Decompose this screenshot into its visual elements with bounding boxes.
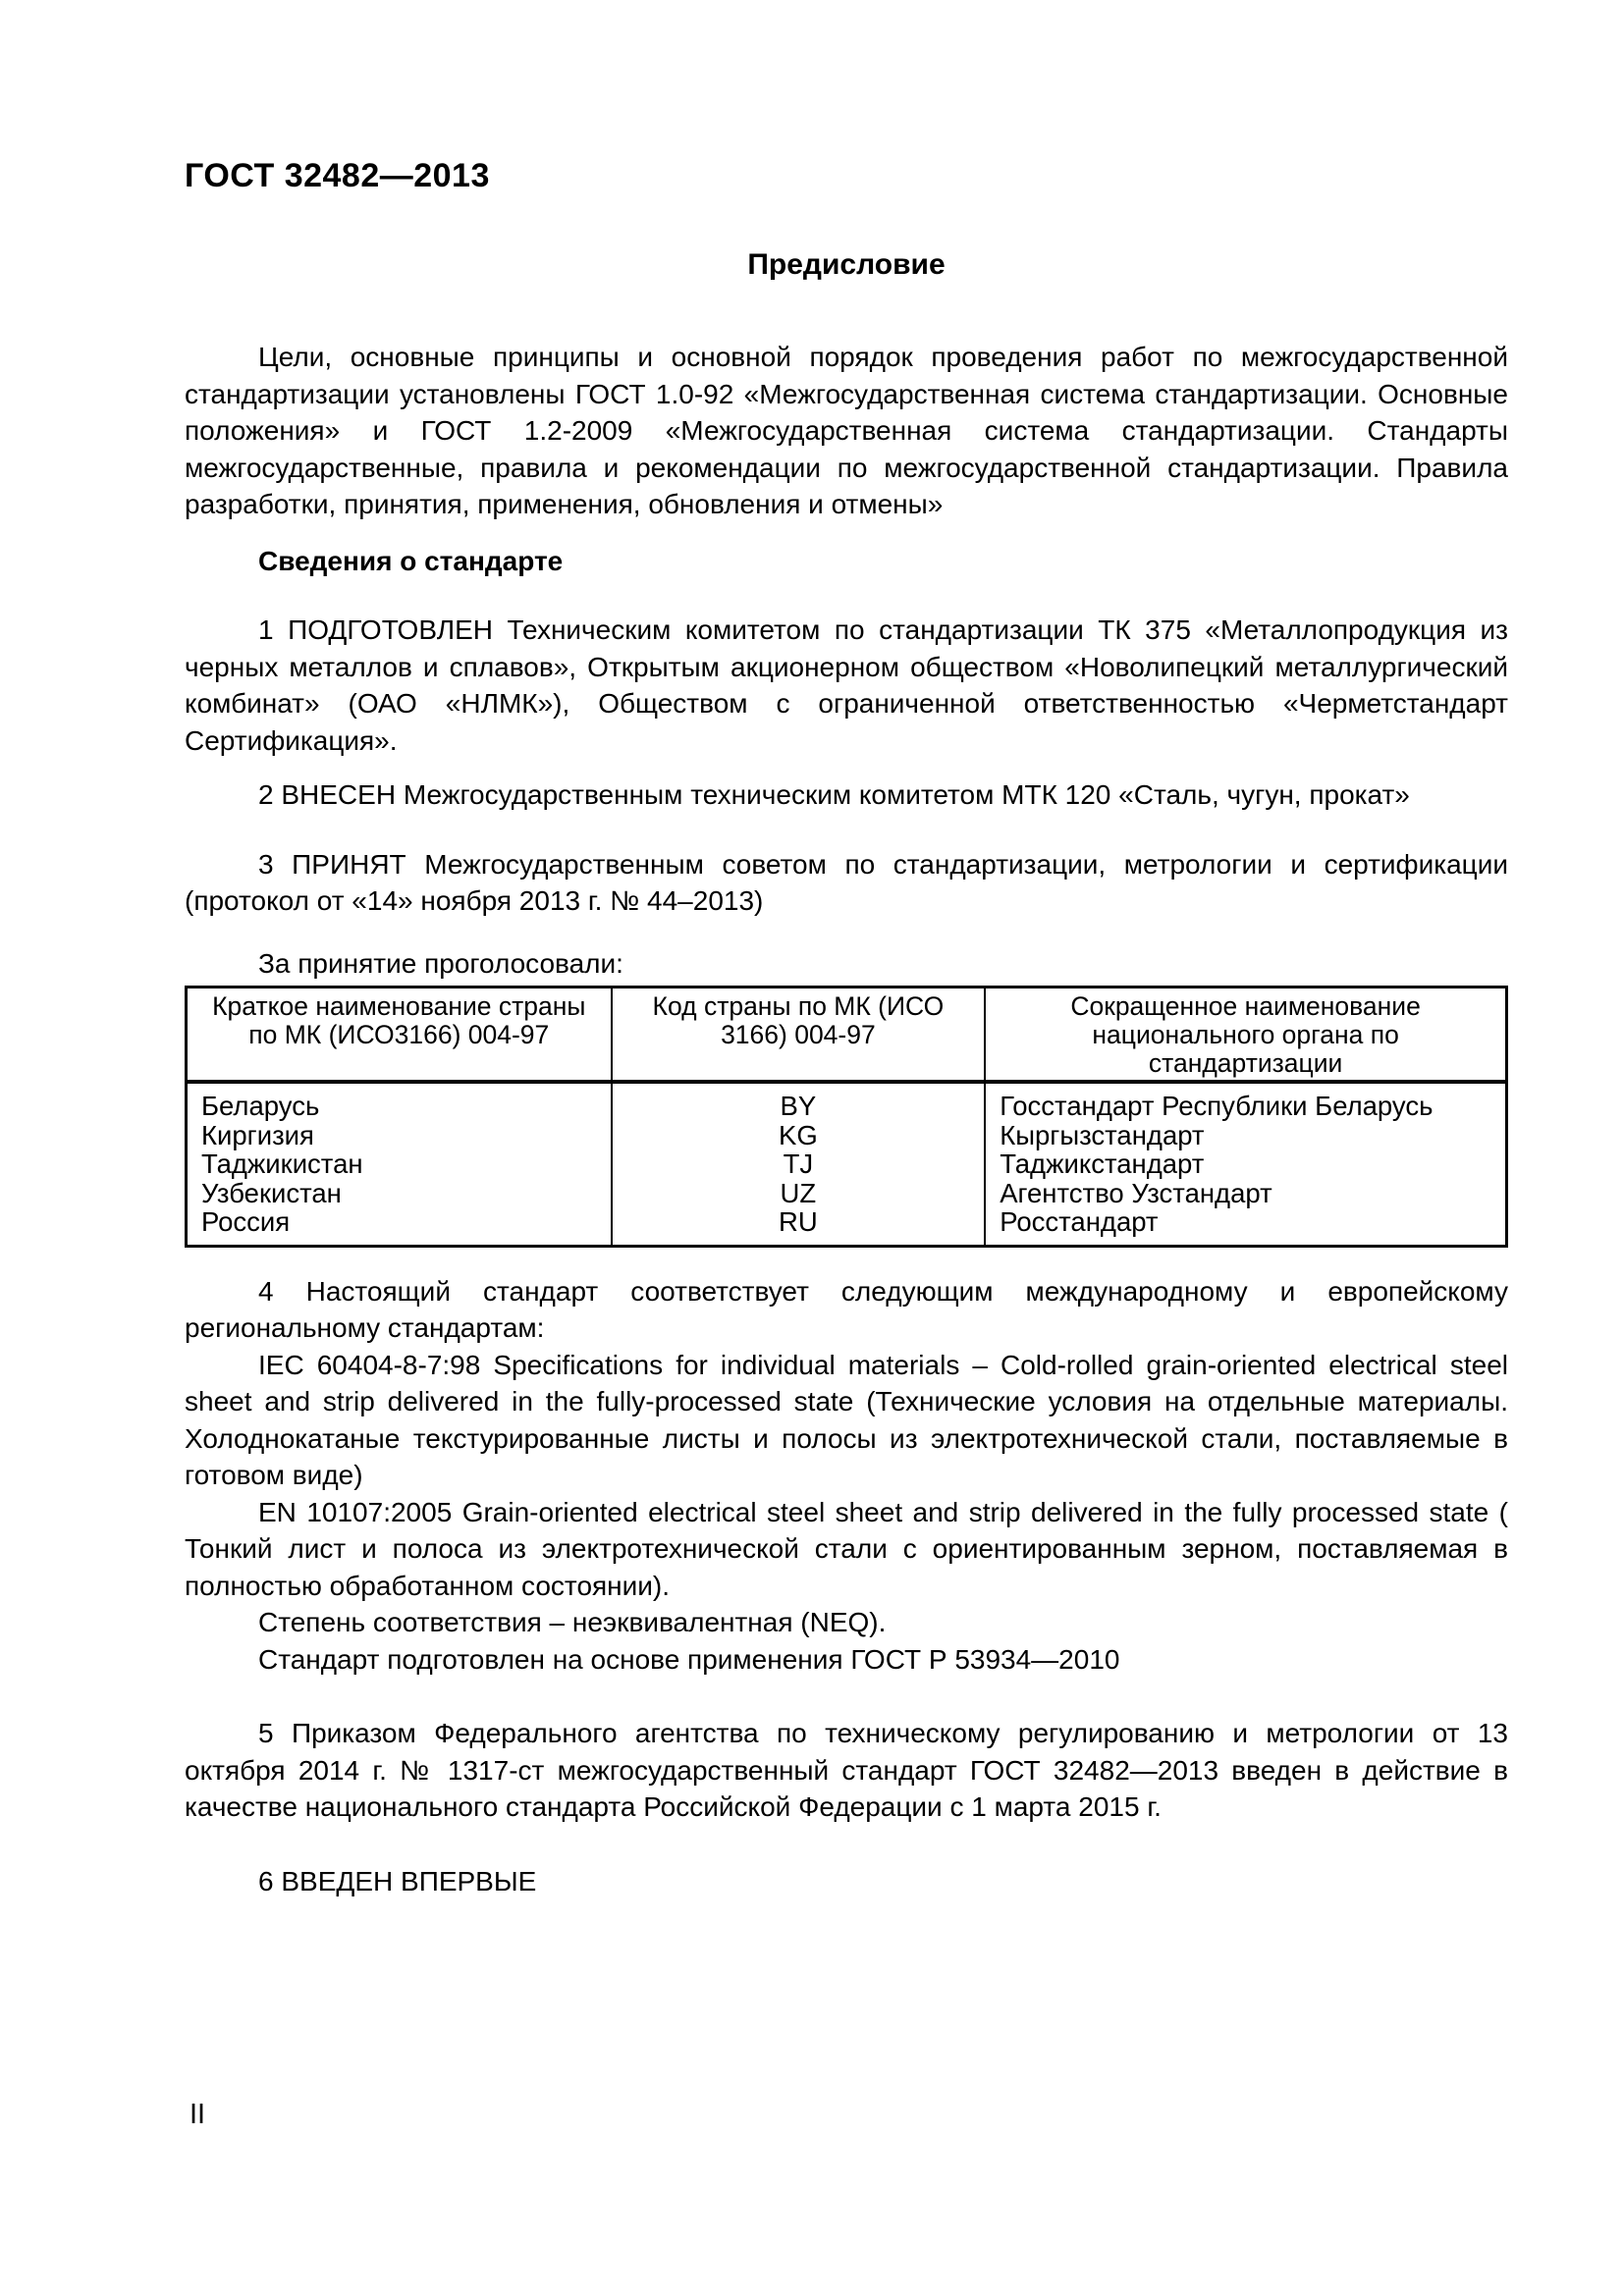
vote-table-head	[187, 988, 1507, 1083]
en-reference: EN 10107:2005 Grain-oriented electrical steel sheet and strip delivered in the fully processed state ( Тонкий лист и полоса из электротехнической стали с ориентированным зерном, поставляемая в полностью обработанном состоянии).	[185, 1496, 1508, 1601]
item-4-correspondence: 4 Настоящий стандарт соответствует следующим международному и европейскому региональному стандартам:	[185, 1275, 1508, 1343]
vote-label: За принятие проголосовали:	[258, 947, 623, 979]
page-number: II	[189, 2099, 206, 2130]
item-2-submitted: 2 ВНЕСЕН Межгосударственным техническим комитетом МТК 120 «Сталь, чугун, прокат»	[258, 779, 1410, 810]
table-row	[187, 1179, 1507, 1208]
intro-paragraph: Цели, основные принципы и основной порядок проведения работ по межгосударственной стандартизации установлены ГОСТ 1.0-92 «Межгосударственная система стандартизации. Основные положения» и ГОСТ 1.2-2009 «Межгосударственная система стандартизации. Стандарты межгосударственные, правила и рекомендации по межгосударственной стандартизации. Правила разработки, принятия, применения, обновления и отмены»	[185, 342, 1508, 519]
cell-code: RU	[612, 1207, 986, 1246]
item-1-prepared: 1 ПОДГОТОВЛЕН Техническим комитетом по стандартизации ТК 375 «Металлопродукция из черных металлов и сплавов», Открытым акционерном обществом «Новолипецкий металлургический комбинат» (ОАО «НЛМК»), Обществом с ограниченной ответственностью «Черметстандарт Сертификация».	[185, 614, 1508, 756]
cell-org: Росстандарт	[985, 1207, 1506, 1246]
degree-of-correspondence: Степень соответствия – неэквивалентная (NEQ).	[258, 1607, 887, 1637]
cell-country: Киргизия	[201, 1119, 314, 1150]
cell-country: Россия	[201, 1206, 291, 1237]
vote-table-header-country: Краткое наименование страны по МК (ИСО3166) 004-97	[187, 988, 612, 1083]
vote-table-header-row	[187, 988, 1507, 1083]
page-title: Предисловие	[747, 248, 946, 281]
cell-org: Агентство Узстандарт	[985, 1179, 1506, 1208]
doc-code: ГОСТ 32482—2013	[185, 157, 490, 194]
standard-info-heading: Сведения о стандарте	[258, 545, 564, 576]
iec-reference: IEC 60404-8-7:98 Specifications for individual materials – Cold-rolled grain-oriented electrical steel sheet and strip delivered in the fully-processed state (Технические условия на отдельные материалы. Холоднокатаные текстурированные листы и полосы из электротехнической стали, поставляемые в готовом виде)	[185, 1349, 1508, 1490]
basis-note: Стандарт подготовлен на основе применения ГОСТ Р 53934—2010	[258, 1643, 1120, 1675]
cell-org: Госстандарт Республики Беларусь	[985, 1082, 1506, 1121]
cell-code: TJ	[612, 1149, 986, 1179]
item-5-order: 5 Приказом Федерального агентства по техническому регулированию и метрологии от 13 октября 2014 г. № 1317-ст межгосударственный стандарт ГОСТ 32482—2013 введен в действие в качестве национального стандарта Российской Федерации с 1 марта 2015 г.	[185, 1718, 1508, 1822]
vote-table-header-code: Код страны по МК (ИСО 3166) 004-97	[612, 988, 986, 1083]
item-6-first-introduced: 6 ВВЕДЕН ВПЕРВЫЕ	[258, 1865, 537, 1896]
item-3-adopted: 3 ПРИНЯТ Межгосударственным советом по стандартизации, метрологии и сертификации (протокол от «14» ноября 2013 г. № 44–2013)	[185, 848, 1508, 916]
vote-table-body	[187, 1082, 1507, 1246]
table-row	[187, 1121, 1507, 1150]
table-row	[187, 1149, 1507, 1179]
cell-code: KG	[612, 1121, 986, 1150]
vote-table	[185, 986, 1508, 1248]
table-row	[187, 1207, 1507, 1246]
cell-code: UZ	[612, 1179, 986, 1208]
cell-org: Таджикстандарт	[985, 1149, 1506, 1179]
cell-country: Таджикистан	[201, 1148, 363, 1179]
table-row	[187, 1082, 1507, 1121]
cell-country: Беларусь	[201, 1091, 320, 1121]
cell-org: Кыргызстандарт	[985, 1121, 1506, 1150]
page-content	[185, 157, 1508, 1899]
cell-code: BY	[612, 1082, 986, 1121]
cell-country: Узбекистан	[201, 1177, 342, 1208]
vote-table-header-org: Сокращенное наименование национального органа по стандартизации	[985, 988, 1506, 1083]
